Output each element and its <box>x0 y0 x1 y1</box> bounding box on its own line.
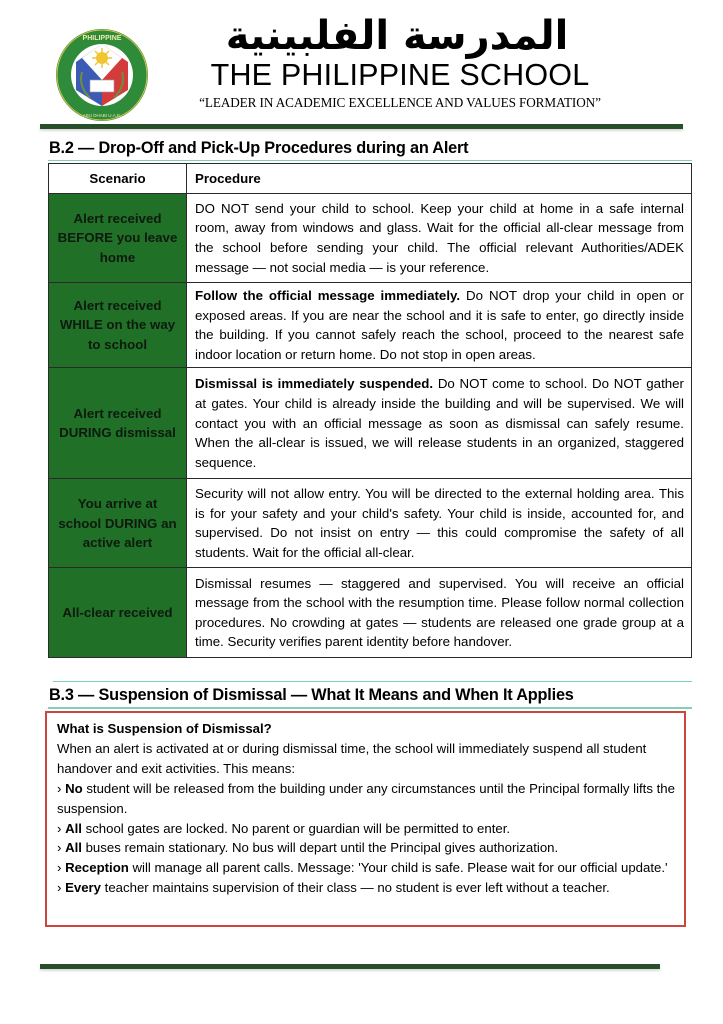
school-name: THE PHILIPPINE SCHOOL <box>210 58 590 92</box>
item-text: buses remain stationary. No bus will depart until the Principal gives authorization. <box>81 840 559 856</box>
arabic-school-name: المدرسة الفلبينية <box>225 13 569 59</box>
list-item <box>57 878 676 898</box>
section-b3-top-rule <box>53 681 692 682</box>
svg-text:ABU DHABI U.A.E.: ABU DHABI U.A.E. <box>82 113 122 118</box>
table-row <box>49 368 692 479</box>
scenario-cell: Alert received DURING dismissal <box>49 368 187 479</box>
table-row <box>49 283 692 368</box>
procedure-cell <box>187 568 692 658</box>
procedure-lead: Follow the official message immediately. <box>195 288 461 303</box>
scenario-cell: Alert received WHILE on the way to school <box>49 283 187 368</box>
school-motto: “LEADER IN ACADEMIC EXCELLENCE AND VALUES FORMATION” <box>199 95 601 110</box>
section-b2-rule <box>48 160 692 161</box>
table-row <box>49 568 692 658</box>
bullet-chevron-icon: › <box>57 780 62 796</box>
item-lead: No <box>65 780 83 796</box>
procedure-cell <box>187 194 692 283</box>
scenario-cell: You arrive at school DURING an active alert <box>49 479 187 568</box>
scenario-cell: Alert received BEFORE you leave home <box>49 194 187 283</box>
section-b3-rule <box>48 707 692 709</box>
item-lead: Every <box>65 880 102 896</box>
procedure-text: DO NOT send your child to school. Keep your child at home in a safe internal room, away from windows and glass. Wait for the official all-clear message from the school before sending your child. The official relevant Authorities/ADEK message — not social media — is your reference. <box>195 200 684 275</box>
scenario-cell: All-clear received <box>49 568 187 658</box>
bullet-chevron-icon: › <box>57 880 62 896</box>
procedure-cell <box>187 283 692 368</box>
bullet-chevron-icon: › <box>57 820 62 836</box>
table-row <box>49 479 692 568</box>
item-text: student will be released from the building under any circumstances until the Principal formally lifts the suspension. <box>57 780 675 816</box>
svg-text:PHILIPPINE: PHILIPPINE <box>82 35 122 42</box>
footer-divider <box>40 964 660 969</box>
item-lead: All <box>65 820 82 836</box>
table-row <box>49 194 692 283</box>
item-text: school gates are locked. No parent or guardian will be permitted to enter. <box>81 820 511 836</box>
procedure-text: Do NOT drop your child in open or exposed areas. If you are near the school and it is safe to enter, go directly inside the building. If you cannot safely reach the school, proceed to the nearest safe indoor location or return home. Do not stop in open areas. <box>195 288 684 362</box>
section-b2-heading: B.2 — Drop-Off and Pick-Up Procedures during an Alert <box>49 139 469 157</box>
item-text: teacher maintains supervision of their class — no student is ever left without a teacher. <box>101 880 610 896</box>
list-item <box>57 838 676 858</box>
callout-intro: When an alert is activated at or during dismissal time, the school will immediately suspend all student handover and exit activities. This means: <box>57 740 647 776</box>
callout-title: What is Suspension of Dismissal? <box>57 721 272 736</box>
procedure-cell <box>187 479 692 568</box>
procedure-text: Dismissal resumes — staggered and supervised. You will receive an official message from the school with the resumption time. Please follow normal collection procedures. No crowding at gates — students are released one grade group at a time. Security verifies parent identity before handover. <box>195 575 684 650</box>
procedure-cell <box>187 368 692 479</box>
procedures-table <box>48 163 692 658</box>
table-header-row <box>49 164 692 194</box>
item-text: will manage all parent calls. Message: 'Your child is safe. Please wait for our official update.' <box>128 860 668 876</box>
school-crest-icon <box>54 28 150 122</box>
procedure-lead: Dismissal is immediately suspended. <box>195 376 434 392</box>
list-item <box>57 819 676 839</box>
item-lead: Reception <box>65 860 129 876</box>
bullet-chevron-icon: › <box>57 840 62 856</box>
procedure-text: Security will not allow entry. You will be directed to the external holding area. This is for your safety and your child's safety. Your child is inside, accounted for, and supervised. Do not insist on entry — this could compromise the safety of all students. Wait for the official all-clear. <box>195 486 684 560</box>
header-divider <box>40 124 683 129</box>
suspension-callout-box <box>45 711 686 927</box>
item-lead: All <box>65 840 82 856</box>
procedure-text: Do NOT come to school. Do NOT gather at gates. Your child is already inside the building and will be supervised. We will contact you with an official message as soon as dismissal can safely resume. When the all-clear is issued, we will release students in an organized, staggered sequence. <box>195 376 684 470</box>
list-item <box>57 858 676 878</box>
list-item <box>57 779 676 819</box>
column-header-scenario: Scenario <box>49 164 187 194</box>
bullet-chevron-icon: › <box>57 860 62 876</box>
section-b3-heading: B.3 — Suspension of Dismissal — What It Means and When It Applies <box>49 686 574 704</box>
column-header-procedure: Procedure <box>187 164 692 194</box>
